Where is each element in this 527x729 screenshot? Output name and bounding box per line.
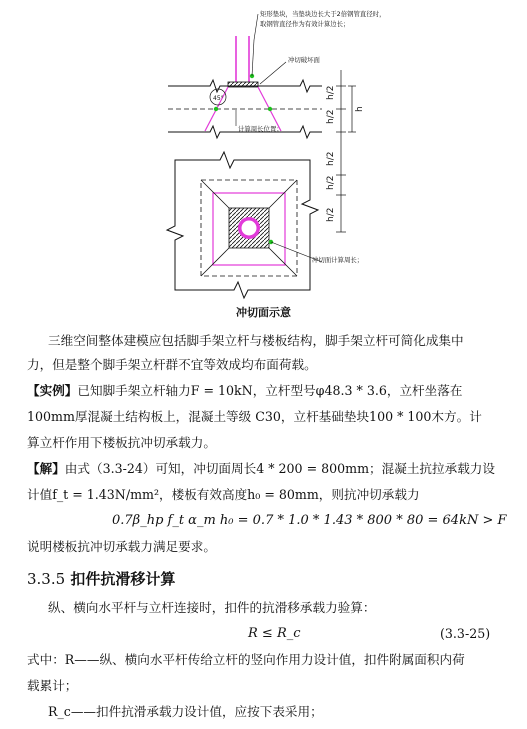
- solution-label: 【解】: [27, 461, 65, 476]
- section-number: 3.3.5: [27, 570, 66, 588]
- section-view: [168, 9, 386, 138]
- punching-shear-diagram: [0, 0, 527, 300]
- solution-conclusion: 说明楼板抗冲切承载力满足要求。: [27, 539, 216, 554]
- section-heading: [27, 568, 175, 589]
- paragraph2-line3: 载累计；: [27, 678, 78, 693]
- dim-label-4: h/2: [326, 175, 336, 190]
- example-line3: 算立杆作用下楼板抗冲切承载力。: [27, 435, 216, 450]
- dim-label-2: h/2: [326, 109, 336, 124]
- solution-line2: 计值f_t = 1.43N/mm²，楼板有效高度h₀ = 80mm，则抗冲切承载力: [27, 487, 420, 502]
- equation-number: (3.3-25): [440, 626, 491, 641]
- equation-3-3-25: R ≤ R_c: [248, 626, 301, 641]
- paragraph2-line2: 式中：R——纵、横向水平杆传给立杆的竖向作用力设计值，扣件附属面积内荷: [27, 652, 465, 667]
- solution-line1: 【解】由式（3.3-24）可知，冲切面周长4 * 200 = 800mm；混凝土抗拉承载力设: [27, 461, 495, 476]
- annotation-top-1: 矩形垫块，当垫块边长大于2倍钢管直径时，: [260, 10, 386, 18]
- example-line2: 100mm厚混凝土结构板上，混凝土等级 C30，立杆基础垫块100 * 100木方。计: [27, 409, 482, 424]
- svg-text:45°: 45°: [213, 95, 224, 102]
- solution-formula: 0.7β_hp f_t α_m h₀ = 0.7 * 1.0 * 1.43 * 800 * 80 = 64kN > F: [112, 513, 507, 528]
- dim-label-5: h/2: [326, 207, 336, 222]
- dimension-chain: [326, 70, 365, 232]
- dim-label-h: h: [355, 106, 365, 112]
- annotation-punch-surface: 冲切破坏面: [288, 56, 320, 64]
- annotation-top-2: 取钢管直径作为有效计算边长；: [260, 20, 350, 28]
- paragraph2-line1: 纵、横向水平杆与立杆连接时，扣件的抗滑移承载力验算：: [48, 600, 376, 615]
- example-line1: 【实例】已知脚手架立杆轴力F = 10kN，立杆型号φ48.3 * 3.6，立杆坐落在: [27, 383, 463, 398]
- annotation-calc-perimeter: 冲切面计算周长；: [312, 256, 364, 264]
- dim-label-3: h/2: [326, 151, 336, 166]
- figure-caption: 冲切面示意: [236, 306, 291, 319]
- annotation-calc-perimeter-pos: 计算周长位置；: [238, 125, 283, 133]
- example-label: 【实例】: [27, 383, 78, 398]
- dim-label-1: h/2: [326, 85, 336, 100]
- paragraph1-line1: 三维空间整体建模应包括脚手架立杆与楼板结构，脚手架立杆可简化成集中: [48, 333, 464, 348]
- section-title: 扣件抗滑移计算: [70, 570, 176, 588]
- paragraph2-line4: R_c——扣件抗滑承载力设计值，应按下表采用；: [48, 704, 323, 719]
- paragraph1-line2: 力，但是整个脚手架立杆群不宜等效成均布面荷载。: [27, 357, 317, 372]
- plan-view: [167, 152, 363, 298]
